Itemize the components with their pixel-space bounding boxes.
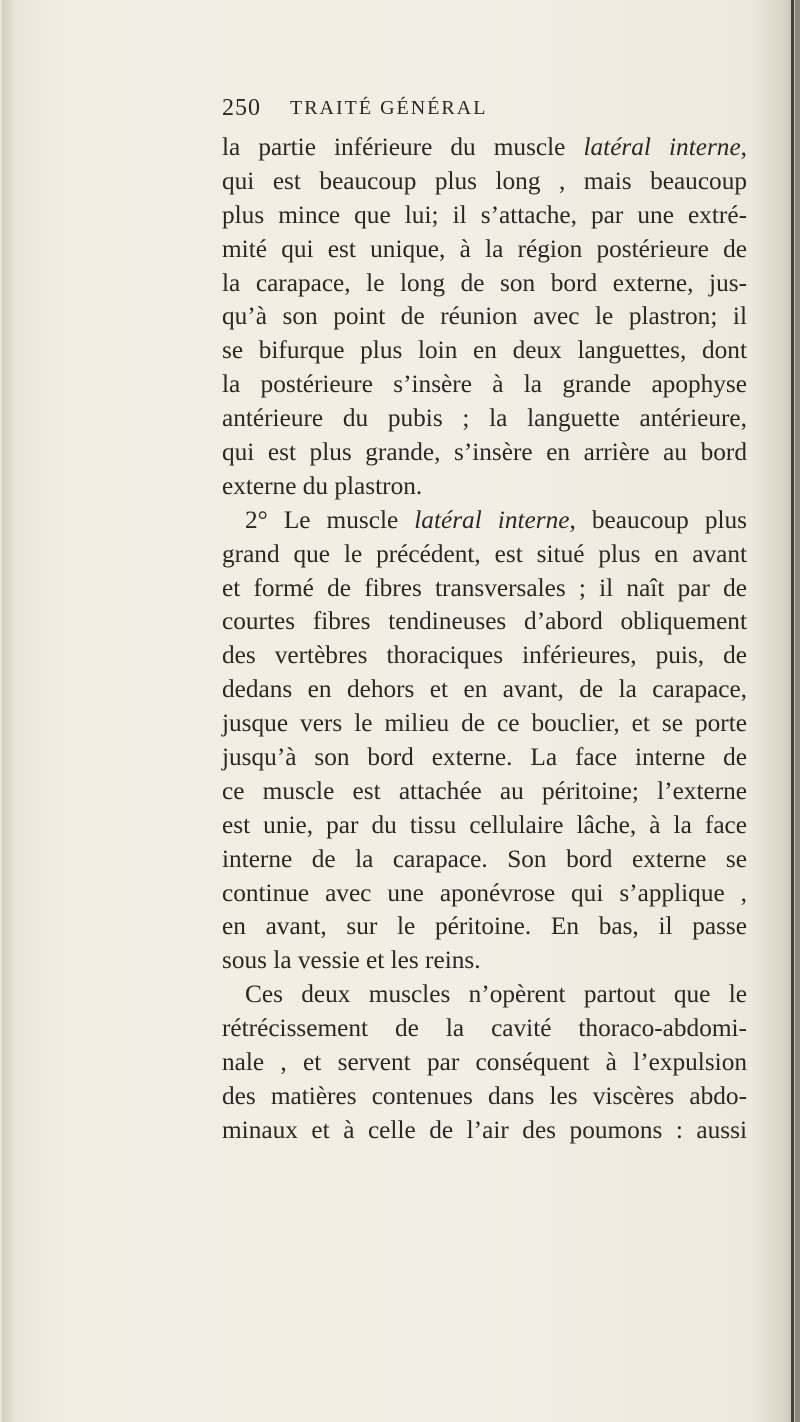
running-title: TRAITÉ GÉNÉRAL [290, 97, 488, 119]
text-line [222, 334, 747, 368]
text-line [222, 944, 747, 978]
text-segment: ce muscle est attachée au péritoine; l’externe [222, 776, 747, 805]
text-line [222, 504, 747, 538]
text-line [222, 1012, 747, 1046]
text-segment: antérieure du pubis ; la languette antérieure, [222, 404, 747, 433]
page-edge [795, 0, 800, 1422]
text-line [222, 843, 747, 877]
italic-term: latéral interne [583, 133, 741, 161]
text-line [222, 199, 747, 233]
text-segment: grand que le précédent, est situé plus en avant [222, 539, 747, 568]
text-line [222, 267, 747, 301]
text-line [222, 605, 747, 639]
text-segment: , [740, 133, 747, 161]
text-segment: qui est beaucoup plus long , mais beaucoup [222, 166, 747, 195]
text-segment: jusqu’à son bord externe. La face interne de [222, 743, 747, 772]
text-line [222, 1046, 747, 1080]
text-segment: minaux et à celle de l’air des poumons : aussi [222, 1115, 747, 1144]
text-segment: externe du plastron. [222, 471, 423, 500]
page-edge-line [791, 0, 794, 1422]
text-line [222, 978, 747, 1012]
text-segment: qu’à son point de réunion avec le plastron; il [222, 302, 747, 331]
text-line [222, 1080, 747, 1114]
text-segment: des vertèbres thoraciques inférieures, puis, de [222, 641, 747, 670]
text-segment: courtes fibres tendineuses d’abord obliquement [222, 607, 747, 636]
text-line [222, 402, 747, 436]
italic-term: latéral interne [414, 505, 570, 534]
text-segment: se bifurque plus loin en deux languettes, dont [222, 336, 747, 365]
text-line [222, 809, 747, 843]
text-segment: sous la vessie et les reins. [222, 946, 481, 975]
text-segment: en avant, sur le péritoine. En bas, il passe [222, 912, 747, 941]
text-segment: la partie inférieure du muscle [222, 133, 584, 161]
text-segment: rétrécissement de la cavité thoraco-abdomi- [222, 1014, 747, 1043]
text-line [222, 741, 747, 775]
text-line [222, 538, 747, 572]
text-segment: qui est plus grande, s’insère en arrière au bord [222, 438, 747, 467]
text-segment: Ces deux muscles n’opèrent partout que le [245, 980, 747, 1009]
text-line [222, 572, 747, 606]
page-gutter-shadow [2, 0, 16, 1422]
text-line [222, 1114, 747, 1148]
text-segment: et formé de fibres transversales ; il naît par de [222, 573, 747, 602]
text-segment: nale , et servent par conséquent à l’expulsion [222, 1048, 747, 1077]
text-line [222, 436, 747, 470]
text-line [222, 165, 747, 199]
text-line [222, 131, 747, 165]
text-line [222, 639, 747, 673]
text-segment: 2° Le muscle [245, 505, 415, 534]
text-segment: continue avec une aponévrose qui s’applique , [222, 878, 747, 907]
body-text [222, 131, 747, 1148]
text-line [222, 775, 747, 809]
text-line [222, 877, 747, 911]
page-number: 250 [222, 95, 261, 121]
text-segment: interne de la carapace. Son bord externe se [222, 844, 747, 873]
text-line [222, 233, 747, 267]
text-line [222, 470, 747, 504]
text-segment: plus mince que lui; il s’attache, par une extré- [222, 200, 747, 229]
text-line [222, 707, 747, 741]
text-line [222, 910, 747, 944]
text-segment: dedans en dehors et en avant, de la carapace, [222, 675, 747, 704]
text-segment: la carapace, le long de son bord externe, jus- [222, 268, 747, 297]
running-head [222, 95, 742, 125]
text-segment: est unie, par du tissu cellulaire lâche, à la face [222, 810, 747, 839]
text-line [222, 300, 747, 334]
text-segment: la postérieure s’insère à la grande apophyse [222, 370, 747, 399]
text-segment: des matières contenues dans les viscères abdo- [222, 1081, 747, 1110]
text-segment: , beaucoup plus [569, 505, 747, 534]
text-segment: mité qui est unique, à la région postérieure de [222, 234, 747, 263]
text-line [222, 673, 747, 707]
text-segment: jusque vers le milieu de ce bouclier, et se porte [222, 709, 747, 738]
text-line [222, 368, 747, 402]
